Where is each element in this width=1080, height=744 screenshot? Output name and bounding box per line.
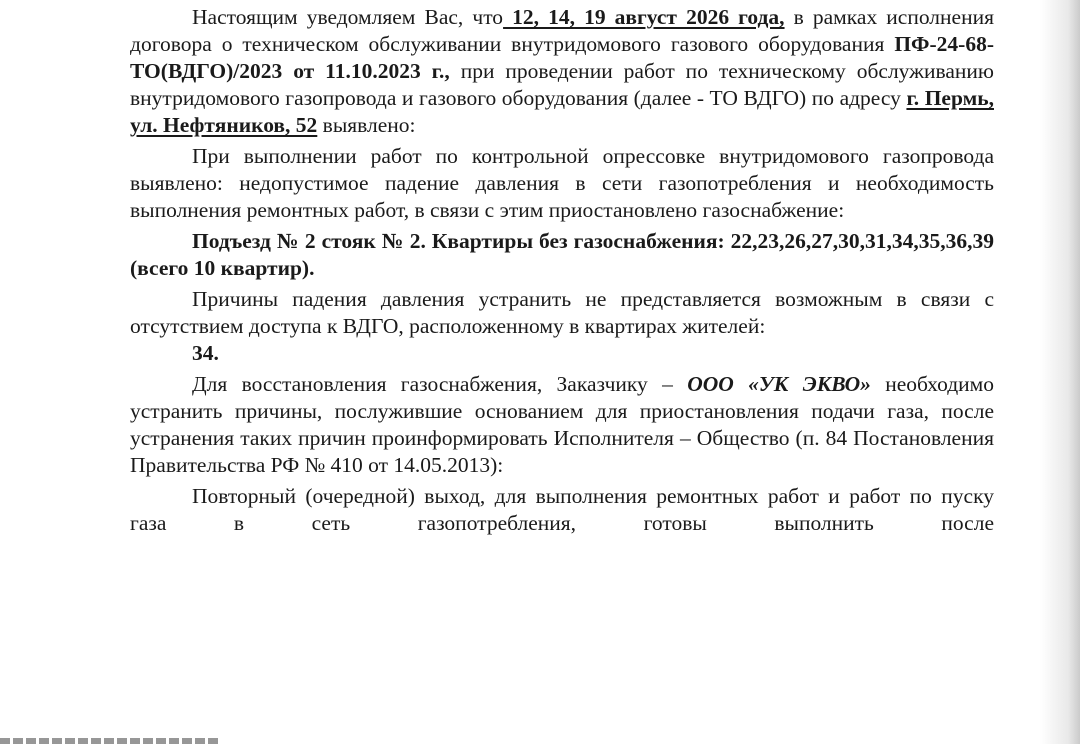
restoration-requirements: необходимо устранить причины, послужившие основанием для приостановления подачи газа, после устранения таких причин проинформировать Исполнителя – Общество (п. 84 Постановления Правительства РФ № 410 от 14.05.2013): [130, 372, 995, 477]
letter-body [130, 4, 994, 537]
paragraph-restoration [130, 371, 994, 479]
customer-company: ООО «УК ЭКВО» [687, 372, 871, 396]
notice-intro: Настоящим уведомляем Вас, что [192, 5, 504, 29]
restoration-intro: Для восстановления газоснабжения, Заказчику – [192, 372, 688, 396]
notice-work-description: при проведении работ по техническому обслуживанию внутридомового газопровода и газового оборудования (далее - ТО ВДГО) по адресу [130, 59, 994, 110]
paragraph-no-access: Причины падения давления устранить не представляется возможным в связи с отсутствием доступа к ВДГО, расположенному в квартирах жителей: [130, 287, 994, 338]
inspection-dates: 12, 14, 19 август 2026 года, [503, 5, 785, 29]
paragraph-repeat-visit: Повторный (очередной) выход, для выполнения ремонтных работ и работ по пуску газа в сеть газопотребления, готовы выполнить после [130, 484, 994, 535]
paragraph-notice [130, 4, 994, 139]
next-page-edge [0, 738, 220, 744]
page-edge-shadow [1040, 0, 1080, 744]
paragraph-apartments-list: Подъезд № 2 стояк № 2. Квартиры без газоснабжения: 22,23,26,27,30,31,34,35,36,39 (всего 10 квартир). [130, 229, 994, 280]
apartment-no-access: 34. [192, 341, 219, 365]
notice-contract-intro: в рамках исполнения договора о техническом обслуживании внутридомового газового оборудования [130, 5, 994, 56]
contract-number: ПФ-24-68-ТО(ВДГО)/2023 от 11.10.2023 г., [130, 32, 994, 83]
inspection-address: г. Пермь, ул. Нефтяников, 52 [130, 86, 994, 137]
notice-found: выявлено: [317, 113, 416, 137]
paragraph-pressure-test: При выполнении работ по контрольной опрессовке внутридомового газопровода выявлено: недопустимое падение давления в сети газопотребления и необходимость выполнения ремонтных работ, в связи с этим приостановлено газоснабжение: [130, 144, 994, 222]
